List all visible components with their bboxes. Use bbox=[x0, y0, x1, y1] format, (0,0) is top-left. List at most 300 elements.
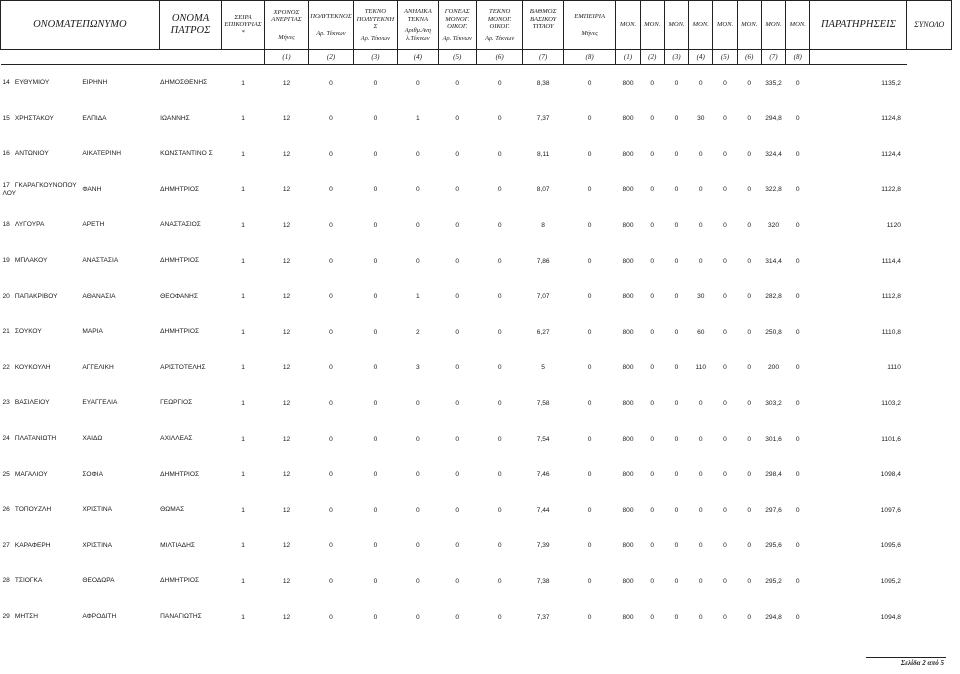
value-cell: 301,6 bbox=[765, 435, 782, 443]
value-cell: 0 bbox=[795, 613, 800, 621]
value-cell: 0 bbox=[674, 257, 679, 265]
value-cell: 320 bbox=[768, 222, 780, 230]
surname: ΜΗΤΣΗ bbox=[14, 612, 38, 620]
table-row bbox=[1, 457, 952, 493]
value-cell: 0 bbox=[416, 613, 420, 621]
value-cell: 7,86 bbox=[536, 257, 550, 265]
value-cell: 0 bbox=[497, 222, 502, 230]
value-cell: 0 bbox=[416, 471, 420, 479]
first-name-cell: ΑΡΕΤΗ bbox=[82, 221, 105, 229]
value-cell: 12 bbox=[282, 613, 291, 621]
surname: ΚΟΥΚΟΥΛΗ bbox=[14, 363, 51, 371]
father-name-cell: ΠΑΝΑΓΙΩΤΗΣ bbox=[160, 612, 202, 620]
surname-cell bbox=[1, 493, 82, 529]
value-cell: 0 bbox=[674, 435, 679, 443]
surname-cell bbox=[1, 65, 82, 102]
value-cell: 7,39 bbox=[536, 542, 550, 550]
value-cell: 0 bbox=[455, 115, 460, 123]
value-cell: 0 bbox=[416, 150, 420, 158]
column-number: (5) bbox=[713, 50, 737, 65]
value-cell: 0 bbox=[309, 65, 353, 102]
value-cell: 0 bbox=[497, 150, 502, 158]
value-cell: 0 bbox=[650, 222, 655, 230]
value-cell: 0 bbox=[650, 150, 655, 158]
value-cell: 0 bbox=[795, 471, 800, 479]
value-cell: 1 bbox=[241, 115, 245, 123]
value-cell: 0 bbox=[723, 542, 727, 550]
value-cell: 0 bbox=[416, 222, 420, 230]
value-cell: 800 bbox=[622, 435, 634, 443]
page-number: Σελίδα 2 από 5 bbox=[900, 659, 944, 667]
column-number: (7) bbox=[761, 50, 785, 65]
value-cell: 0 bbox=[795, 364, 800, 372]
value-cell: 0 bbox=[713, 65, 737, 102]
value-cell: 800 bbox=[622, 471, 634, 479]
value-cell: 0 bbox=[587, 115, 592, 123]
value-cell: 0 bbox=[650, 613, 655, 621]
table-body bbox=[1, 65, 952, 635]
value-cell: 12 bbox=[282, 471, 291, 479]
first-name-cell: ΑΦΡΟΔΙΤΗ bbox=[82, 612, 117, 620]
total-cell: 1124,8 bbox=[881, 115, 901, 123]
value-cell: 1 bbox=[222, 65, 264, 102]
value-cell: 0 bbox=[497, 328, 502, 336]
value-cell: 0 bbox=[698, 257, 703, 265]
points-column-header: ΜΟΝ. bbox=[713, 1, 737, 50]
value-cell: 0 bbox=[329, 257, 333, 265]
value-cell: 0 bbox=[416, 400, 420, 408]
value-cell: 0 bbox=[650, 471, 655, 479]
value-cell: 0 bbox=[640, 65, 664, 102]
value-cell: 0 bbox=[698, 150, 703, 158]
row-number: 17 bbox=[2, 181, 10, 189]
value-cell: 0 bbox=[747, 435, 752, 443]
single-parent-column-header bbox=[438, 1, 476, 50]
value-cell: 0 bbox=[698, 400, 703, 408]
father-name-cell: ΔΗΜΗΤΡΙΟΣ bbox=[160, 257, 200, 265]
total-cell: 1094,8 bbox=[880, 613, 901, 621]
value-cell: 0 bbox=[795, 400, 800, 408]
value-cell: 0 bbox=[698, 435, 703, 443]
table-row bbox=[1, 350, 952, 386]
column-number: (4) bbox=[398, 50, 438, 65]
value-cell: 0 bbox=[723, 257, 727, 265]
value-cell: 295,2 bbox=[765, 578, 782, 586]
surname-cell bbox=[1, 279, 82, 315]
value-cell: 0 bbox=[329, 222, 333, 230]
unemployment-label: ΧΡΟΝΟΣ ΑΝΕΡΓΙΑΣ bbox=[271, 8, 302, 24]
value-cell: 2 bbox=[416, 328, 420, 336]
value-cell: 1 bbox=[241, 364, 245, 372]
value-cell: 0 bbox=[698, 578, 703, 586]
value-cell: 0 bbox=[795, 186, 800, 194]
value-cell: 0 bbox=[723, 115, 727, 123]
value-cell: 0 bbox=[723, 613, 727, 621]
surname: ΧΡΗΣΤΑΚΟΥ bbox=[14, 114, 54, 122]
value-cell: 800 bbox=[622, 578, 634, 586]
value-cell: 7,07 bbox=[536, 293, 550, 301]
value-cell: 0 bbox=[723, 293, 727, 301]
table-row bbox=[1, 315, 952, 351]
table-row bbox=[1, 172, 952, 208]
value-cell: 800 bbox=[622, 400, 634, 408]
surname: ΠΛΑΤΑΝΙΩΤΗ bbox=[14, 435, 57, 443]
footer-divider bbox=[866, 657, 946, 658]
value-cell: 0 bbox=[795, 328, 800, 336]
value-cell: 0 bbox=[497, 115, 502, 123]
value-cell: 0 bbox=[373, 506, 378, 514]
value-cell: 12 bbox=[282, 364, 291, 372]
name-column-header: ΟΝΟΜΑΤΕΠΩΝΥΜΟ bbox=[1, 1, 160, 50]
value-cell: 0 bbox=[650, 293, 655, 301]
value-cell: 8,07 bbox=[536, 186, 550, 194]
value-cell: 0 bbox=[373, 150, 378, 158]
father-name-cell: ΚΩΝΣΤΑΝΤΙΝΟ Σ bbox=[160, 150, 213, 158]
father-name-cell: ΓΕΩΡΓΙΟΣ bbox=[160, 399, 193, 407]
total-cell: 1122,8 bbox=[881, 186, 901, 194]
value-cell: 3 bbox=[416, 364, 420, 372]
value-cell: 0 bbox=[587, 506, 592, 514]
value-cell: 0 bbox=[373, 435, 378, 443]
value-cell: 0 bbox=[373, 400, 378, 408]
value-cell: 0 bbox=[795, 293, 800, 301]
value-cell: 0 bbox=[723, 435, 727, 443]
value-cell: 0 bbox=[455, 257, 460, 265]
value-cell: 8,38 bbox=[523, 65, 563, 102]
surname: ΑΝΤΩΝΙΟΥ bbox=[14, 150, 49, 158]
value-cell: 1 bbox=[241, 578, 245, 586]
value-cell: 1 bbox=[241, 506, 245, 514]
value-cell: 0 bbox=[497, 257, 502, 265]
child-large-family-unit: Αρ. Τέκνων bbox=[360, 34, 390, 42]
column-number: (2) bbox=[309, 50, 353, 65]
value-cell: 200 bbox=[768, 364, 780, 372]
value-cell: 0 bbox=[737, 65, 761, 102]
value-cell: 0 bbox=[795, 257, 800, 265]
surname: ΤΣΙΟΓΚΑ bbox=[14, 577, 43, 585]
value-cell: 0 bbox=[497, 364, 502, 372]
father-name-cell: ΔΗΜΟΣΘΕΝΗΣ bbox=[159, 65, 222, 102]
value-cell: 0 bbox=[747, 506, 752, 514]
total-cell: 1114,4 bbox=[881, 257, 901, 265]
value-cell: 0 bbox=[329, 471, 333, 479]
experience-unit: Μήνες bbox=[581, 30, 598, 38]
value-cell: 0 bbox=[373, 115, 378, 123]
value-cell: 0 bbox=[723, 186, 727, 194]
father-name-cell: ΔΗΜΗΤΡΙΟΣ bbox=[160, 185, 200, 193]
child-single-parent-label: ΤΕΚΝΟ ΜΟΝΟΓ. ΟΙΚΟΓ. bbox=[487, 7, 512, 31]
value-cell: 1 bbox=[416, 115, 420, 123]
value-cell: 0 bbox=[455, 328, 460, 336]
value-cell: 800 bbox=[622, 364, 634, 372]
value-cell: 0 bbox=[674, 293, 679, 301]
remarks-column-header: ΠΑΡΑΤΗΡΗΣΕΙΣ bbox=[810, 1, 907, 50]
value-cell: 0 bbox=[455, 186, 460, 194]
value-cell: 0 bbox=[329, 506, 333, 514]
value-cell: 8 bbox=[541, 222, 545, 230]
value-cell: 12 bbox=[282, 222, 291, 230]
row-number: 19 bbox=[2, 257, 10, 265]
surname-cell bbox=[1, 137, 82, 173]
value-cell: 800 bbox=[616, 65, 640, 102]
father-name-cell: ΜΙΛΤΙΑΔΗΣ bbox=[160, 541, 195, 549]
value-cell: 0 bbox=[587, 542, 592, 550]
father-column-header: ΟΝΟΜΑ ΠΑΤΡΟΣ bbox=[159, 1, 222, 50]
numbering-row bbox=[1, 50, 952, 65]
value-cell: 0 bbox=[786, 65, 810, 102]
value-cell: 0 bbox=[698, 471, 703, 479]
minors-column-header bbox=[398, 1, 438, 50]
value-cell: 0 bbox=[373, 471, 378, 479]
row-number: 24 bbox=[2, 435, 10, 443]
value-cell: 0 bbox=[674, 186, 679, 194]
value-cell: 110 bbox=[695, 364, 707, 372]
value-cell: 800 bbox=[622, 115, 634, 123]
value-cell: 0 bbox=[587, 150, 592, 158]
large-family-unit: Αρ. Τέκνων bbox=[316, 30, 346, 38]
first-name-cell: ΜΑΡΙΑ bbox=[82, 328, 103, 336]
value-cell: 1 bbox=[241, 257, 245, 265]
value-cell: 0 bbox=[497, 435, 502, 443]
value-cell: 1 bbox=[241, 471, 245, 479]
value-cell: 0 bbox=[373, 222, 378, 230]
surname: ΠΑΠΑΚΡΙΒΟΥ bbox=[14, 292, 58, 300]
value-cell: 250,8 bbox=[765, 328, 782, 336]
row-number: 23 bbox=[2, 399, 10, 407]
surname: ΒΑΣΙΛΕΙΟΥ bbox=[14, 399, 50, 407]
row-number: 27 bbox=[2, 541, 10, 549]
value-cell: 294,8 bbox=[765, 613, 782, 621]
value-cell: 7,46 bbox=[536, 471, 550, 479]
value-cell: 0 bbox=[373, 257, 378, 265]
numbering-spacer bbox=[810, 50, 952, 65]
value-cell: 324,4 bbox=[765, 150, 782, 158]
value-cell: 1 bbox=[241, 150, 245, 158]
surname-cell bbox=[1, 350, 82, 386]
value-cell: 0 bbox=[674, 578, 679, 586]
column-number: (6) bbox=[476, 50, 522, 65]
value-cell: 0 bbox=[455, 506, 460, 514]
minors-label: ΑΝΗΛΙΚΑ ΤΕΚΝΑ bbox=[403, 8, 432, 23]
value-cell: 0 bbox=[497, 293, 502, 301]
value-cell: 0 bbox=[587, 186, 592, 194]
value-cell: 0 bbox=[455, 542, 460, 550]
total-cell: 1112,8 bbox=[881, 293, 901, 301]
value-cell: 295,6 bbox=[765, 542, 782, 550]
surname: ΓΚΑΡΑΓΚΟΥΝΟΠΟΥ ΛΟΥ bbox=[2, 181, 77, 197]
value-cell: 0 bbox=[698, 542, 703, 550]
first-name-cell: ΘΕΟΔΩΡΑ bbox=[82, 577, 115, 585]
value-cell: 0 bbox=[674, 400, 679, 408]
value-cell: 0 bbox=[416, 186, 420, 194]
value-cell: 7,54 bbox=[536, 435, 550, 443]
table-row bbox=[1, 386, 952, 422]
value-cell: 282,8 bbox=[765, 293, 782, 301]
value-cell: 0 bbox=[587, 435, 592, 443]
value-cell: 12 bbox=[282, 293, 291, 301]
value-cell: 12 bbox=[282, 400, 291, 408]
value-cell: 0 bbox=[747, 613, 752, 621]
first-name-cell: ΑΘΑΝΑΣΙΑ bbox=[82, 292, 116, 300]
row-number: 26 bbox=[2, 506, 10, 514]
value-cell: 0 bbox=[329, 328, 333, 336]
value-cell: 0 bbox=[329, 186, 333, 194]
value-cell: 0 bbox=[587, 578, 592, 586]
value-cell: 0 bbox=[416, 578, 420, 586]
value-cell: 0 bbox=[373, 328, 378, 336]
value-cell: 0 bbox=[455, 150, 460, 158]
value-cell: 1 bbox=[241, 328, 245, 336]
value-cell: 0 bbox=[650, 542, 655, 550]
column-number: (1) bbox=[616, 50, 640, 65]
value-cell: 0 bbox=[497, 506, 502, 514]
value-cell: 800 bbox=[622, 222, 634, 230]
value-cell: 0 bbox=[747, 328, 752, 336]
value-cell: 0 bbox=[455, 578, 460, 586]
row-number: 16 bbox=[2, 150, 10, 158]
value-cell: 0 bbox=[587, 613, 592, 621]
value-cell: 314,4 bbox=[765, 257, 782, 265]
first-name-cell: ΧΑΙΔΩ bbox=[82, 435, 103, 443]
value-cell: 12 bbox=[264, 65, 308, 102]
row-number: 15 bbox=[2, 114, 10, 122]
value-cell: 0 bbox=[587, 364, 592, 372]
value-cell: 0 bbox=[329, 115, 333, 123]
table-row bbox=[1, 599, 952, 635]
value-cell: 0 bbox=[674, 115, 679, 123]
value-cell: 297,6 bbox=[765, 506, 782, 514]
value-cell: 12 bbox=[282, 542, 291, 550]
row-number: 29 bbox=[2, 612, 10, 620]
value-cell: 0 bbox=[497, 578, 502, 586]
value-cell: 0 bbox=[747, 257, 752, 265]
value-cell: 0 bbox=[398, 65, 438, 102]
value-cell: 0 bbox=[329, 293, 333, 301]
value-cell: 0 bbox=[329, 435, 333, 443]
column-number: (5) bbox=[438, 50, 476, 65]
value-cell: 0 bbox=[587, 328, 592, 336]
value-cell: 12 bbox=[282, 578, 291, 586]
father-name-cell: ΘΕΟΦΑΝΗΣ bbox=[160, 292, 198, 300]
points-column-header: ΜΟΝ. bbox=[786, 1, 810, 50]
value-cell: 1 bbox=[241, 293, 245, 301]
value-cell: 0 bbox=[329, 542, 333, 550]
total-cell: 1124,4 bbox=[881, 150, 901, 158]
value-cell: 0 bbox=[723, 328, 727, 336]
value-cell: 0 bbox=[438, 65, 476, 102]
value-cell: 7,37 bbox=[536, 115, 550, 123]
value-cell: 0 bbox=[373, 186, 378, 194]
value-cell: 0 bbox=[416, 435, 420, 443]
child-single-parent-column-header bbox=[476, 1, 522, 50]
value-cell: 1 bbox=[416, 293, 420, 301]
surname-cell bbox=[1, 528, 82, 564]
value-cell: 0 bbox=[329, 150, 333, 158]
value-cell: 0 bbox=[747, 471, 752, 479]
value-cell: 294,8 bbox=[765, 115, 782, 123]
value-cell: 0 bbox=[329, 400, 333, 408]
points-column-header: ΜΟΝ. bbox=[616, 1, 640, 50]
value-cell: 1 bbox=[241, 435, 245, 443]
points-column-header: ΜΟΝ. bbox=[640, 1, 664, 50]
table-row bbox=[1, 243, 952, 279]
value-cell: 0 bbox=[723, 150, 727, 158]
value-cell: 800 bbox=[622, 293, 634, 301]
column-number: (4) bbox=[689, 50, 713, 65]
value-cell: 800 bbox=[622, 186, 634, 194]
value-cell: 0 bbox=[650, 506, 655, 514]
child-single-parent-unit: Αρ. Τέκνων bbox=[485, 34, 515, 42]
value-cell: 12 bbox=[282, 150, 291, 158]
value-cell: 0 bbox=[723, 471, 727, 479]
total-column-header: ΣΥΝΟΛΟ bbox=[907, 1, 952, 50]
first-name-cell: ΣΟΦΙΑ bbox=[82, 470, 104, 478]
value-cell: 0 bbox=[476, 65, 522, 102]
value-cell: 12 bbox=[282, 328, 291, 336]
father-name-cell: ΔΗΜΗΤΡΙΟΣ bbox=[160, 577, 200, 585]
surname-cell bbox=[1, 101, 82, 137]
first-name-cell: ΧΡΙΣΤΙΝΑ bbox=[82, 506, 113, 514]
value-cell: 0 bbox=[674, 613, 679, 621]
table-row bbox=[1, 421, 952, 457]
value-cell: 0 bbox=[587, 293, 592, 301]
value-cell: 7,58 bbox=[536, 400, 550, 408]
row-number: 25 bbox=[2, 470, 10, 478]
total-cell: 1095,6 bbox=[880, 542, 901, 550]
value-cell: 0 bbox=[455, 435, 460, 443]
value-cell: 1 bbox=[241, 186, 245, 194]
value-cell: 0 bbox=[747, 222, 752, 230]
value-cell: 0 bbox=[497, 542, 502, 550]
total-cell: 1110,8 bbox=[881, 328, 901, 336]
surname-cell bbox=[1, 421, 82, 457]
value-cell: 0 bbox=[497, 471, 502, 479]
row-number: 21 bbox=[2, 328, 10, 336]
value-cell: 12 bbox=[282, 506, 291, 514]
large-family-column-header bbox=[309, 1, 353, 50]
value-cell: 0 bbox=[497, 613, 502, 621]
surname: ΜΑΓΑΛΙΟΥ bbox=[14, 470, 48, 478]
surname-cell bbox=[1, 564, 82, 600]
value-cell: 0 bbox=[723, 364, 727, 372]
value-cell: 30 bbox=[697, 293, 705, 301]
value-cell: 0 bbox=[795, 435, 800, 443]
column-number: (6) bbox=[737, 50, 761, 65]
total-cell: 1095,2 bbox=[880, 578, 901, 586]
value-cell: 0 bbox=[723, 506, 727, 514]
first-name-cell: ΧΡΙΣΤΙΝΑ bbox=[82, 541, 113, 549]
table-row bbox=[1, 493, 952, 529]
value-cell: 0 bbox=[723, 400, 727, 408]
surname: ΜΠΛΑΚΟΥ bbox=[14, 257, 48, 265]
value-cell: 0 bbox=[650, 578, 655, 586]
unemployment-column-header bbox=[264, 1, 308, 50]
value-cell: 0 bbox=[650, 400, 655, 408]
value-cell: 1 bbox=[241, 400, 245, 408]
value-cell: 0 bbox=[747, 364, 752, 372]
column-number: (7) bbox=[523, 50, 563, 65]
first-name-cell: ΑΓΓΕΛΙΚΗ bbox=[82, 363, 114, 371]
surname-cell bbox=[1, 243, 82, 279]
value-cell: 0 bbox=[497, 186, 502, 194]
surname-cell bbox=[1, 172, 82, 208]
value-cell: 0 bbox=[650, 186, 655, 194]
value-cell: 0 bbox=[650, 115, 655, 123]
father-name-cell: ΔΗΜΗΤΡΙΟΣ bbox=[160, 470, 200, 478]
value-cell: 0 bbox=[674, 471, 679, 479]
value-cell: 0 bbox=[674, 328, 679, 336]
surname-cell bbox=[1, 457, 82, 493]
